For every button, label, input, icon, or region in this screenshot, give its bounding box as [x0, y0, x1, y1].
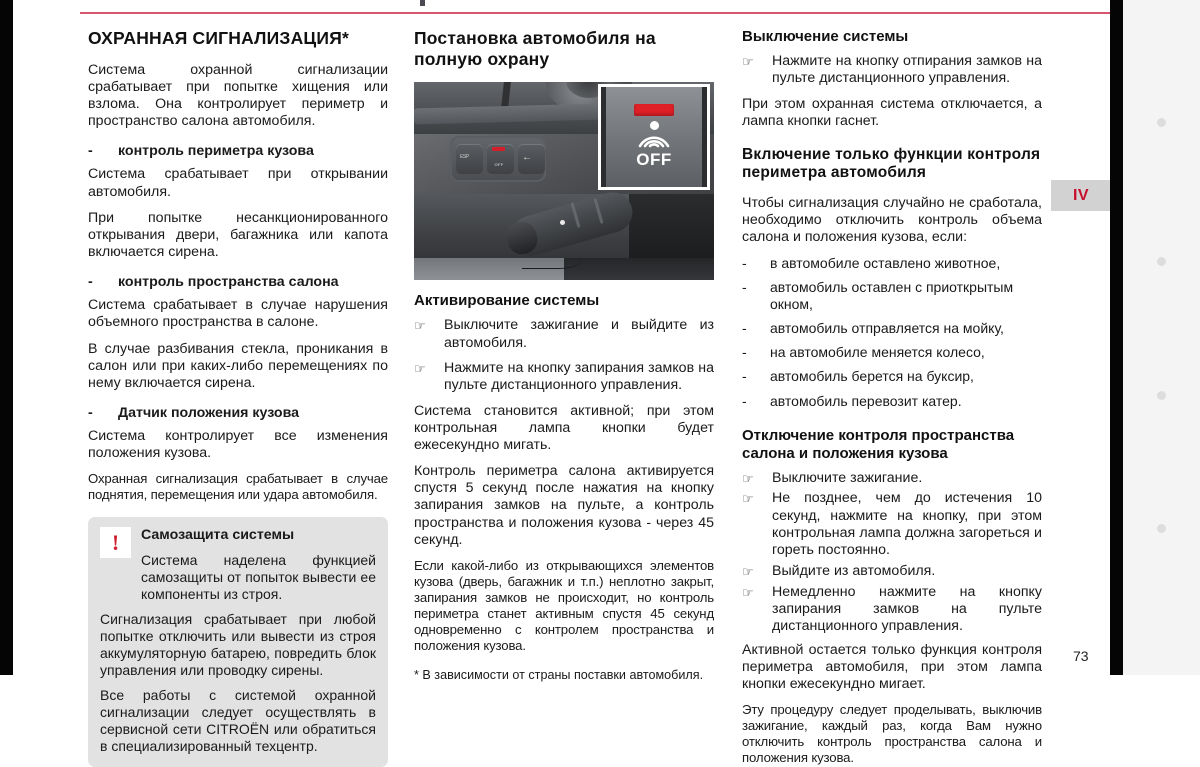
step-text: Не позднее, чем до истечения 10 секунд, нажмите на кнопку, при этом контрольная лампа должна загореться и гореть постоянно.	[772, 490, 1042, 559]
dash-marker: -	[742, 279, 747, 296]
list-item	[414, 317, 714, 352]
list-item-text: автомобиль перевозит катер.	[770, 392, 962, 409]
photo-esp-icon: ESP	[460, 154, 469, 161]
left-gutter-bar	[0, 0, 13, 675]
photo-floor-shadow	[564, 258, 714, 280]
dash-marker: -	[742, 368, 747, 385]
footnote: * В зависимости от страны поставки автомобиля.	[414, 667, 704, 682]
pointing-hand-icon: ☞	[742, 54, 754, 69]
paragraph: Система срабатывает в случае нарушения объемного пространства в салоне.	[88, 297, 388, 331]
list-item	[742, 584, 1042, 636]
warning-paragraph: Все работы с системой охранной сигнализации следует осуществлять в сервисной сети CITROËN или обратиться в специализированный техцентр.	[100, 687, 376, 754]
warning-paragraph: Сигнализация срабатывает при любой попытке отключить или вывести из строя аккумуляторную батарею, повредить блок управления или проводку сирены.	[100, 611, 376, 679]
list-item-text: в автомобиле оставлено животное,	[770, 255, 1001, 272]
dash-marker: -	[742, 320, 747, 337]
pointing-hand-icon: ☞	[742, 470, 754, 486]
button-inset-frame	[598, 84, 710, 190]
warning-lead: Система наделена функцией самозащиты от попыток вывести ее компоненты из строя.	[141, 552, 376, 603]
list-item	[742, 490, 1042, 559]
page-number: 73	[1073, 648, 1089, 664]
column-one	[88, 28, 388, 767]
panel-dot	[1157, 257, 1166, 266]
list-item	[742, 470, 1042, 488]
list-item	[742, 255, 1042, 272]
list-item	[742, 368, 1042, 385]
dashboard-photo	[414, 82, 714, 280]
paragraph: При этом охранная система отключается, а лампа кнопки гаснет.	[742, 95, 1042, 129]
dash-marker: -	[742, 255, 747, 272]
top-text-fragment	[420, 0, 425, 6]
list-item	[414, 360, 714, 395]
subsection-heading-perimeter	[88, 143, 388, 160]
paragraph: Эту процедуру следует проделывать, выключив зажигание, каждый раз, когда Вам нужно отключить контроль пространства салона и положения кузова.	[742, 702, 1042, 765]
step-text: Нажмите на кнопку запирания замков на пульте дистанционного управления.	[444, 359, 714, 394]
off-label: OFF	[636, 150, 672, 170]
button-inset	[601, 87, 707, 187]
heading-activation: Активирование системы	[414, 292, 600, 310]
subsection-heading-cabin	[88, 274, 388, 291]
paragraph: Система становится активной; при этом контрольная лампа кнопки будет ежесекундно мигать.	[414, 402, 714, 453]
step-text: Выключите зажигание.	[772, 469, 923, 486]
paragraph: Чтобы сигнализация случайно не сработала, необходимо отключить контроль объема салона и положения кузова, если:	[742, 194, 1042, 245]
heading-deactivation: Выключение системы	[742, 28, 909, 45]
signal-waves-icon	[632, 132, 676, 148]
heading-perimeter-only: Включение только функции контроля периметра автомобиля	[742, 145, 1041, 182]
subsection-label: контроль периметра кузова	[118, 143, 314, 160]
paragraph: Охранная сигнализация срабатывает в случае поднятия, перемещения или удара автомобиля.	[88, 471, 388, 503]
panel-dot	[1157, 391, 1166, 400]
dash-marker: -	[88, 405, 93, 422]
intro-paragraph: Система охранной сигнализации срабатывает при попытке хищения или взлома. Она контролирует периметр и пространство салона автомобиля.	[88, 61, 388, 130]
subsection-label: контроль пространства салона	[118, 274, 339, 291]
column-three	[742, 28, 1042, 766]
list-item-text: автомобиль оставлен с приоткрытым окном,	[770, 279, 1014, 313]
photo-button-led	[492, 147, 505, 151]
pointing-hand-icon: ☞	[742, 584, 754, 600]
paragraph: Если какой-либо из открывающихся элементов кузова (дверь, багажник и т.п.) неплотно закрыт, запирания замков не происходит, но контроль периметра станет активным спустя 45 секунд одновременно с контролем пространства и положения кузова.	[414, 557, 714, 653]
dash-marker: -	[742, 392, 747, 409]
warning-header	[100, 527, 376, 603]
list-item-text: автомобиль берется на буксир,	[770, 368, 974, 385]
list-item	[742, 53, 1042, 88]
dash-marker: -	[88, 143, 93, 160]
list-item	[742, 279, 1042, 313]
alarm-emitter-dot	[650, 121, 659, 130]
list-item	[742, 344, 1042, 361]
list-item	[742, 563, 1042, 581]
dash-marker: -	[742, 344, 747, 361]
pointing-hand-icon: ☞	[742, 491, 754, 507]
list-item-text: автомобиль отправляется на мойку,	[770, 320, 1004, 337]
header-rule	[80, 12, 1110, 14]
paragraph: В случае разбивания стекла, проникания в салон или при каких-либо перемещениях по нему включается сирена.	[88, 340, 388, 391]
section-title-full-arming: Постановка автомобиля на полную охрану	[414, 28, 656, 69]
panel-dot	[1157, 524, 1166, 533]
page-title: ОХРАННАЯ СИГНАЛИЗАЦИЯ*	[88, 28, 349, 48]
list-item-text: на автомобиле меняется колесо,	[770, 344, 985, 361]
chapter-tab-label: IV	[1072, 186, 1090, 204]
pointing-hand-icon: ☞	[414, 360, 426, 376]
step-text: Выйдите из автомобиля.	[772, 562, 936, 579]
paragraph: Активной остается только функция контроля периметра автомобиля, при этом лампа кнопки ежесекундно мигает.	[742, 641, 1042, 692]
paragraph: Система срабатывает при открывании автомобиля.	[88, 166, 388, 200]
chapter-tab[interactable]	[1051, 180, 1111, 211]
step-text: Немедленно нажмите на кнопку запирания замков на пульте дистанционного управления.	[772, 583, 1042, 635]
warning-box	[88, 517, 388, 766]
subsection-heading-tilt-sensor	[88, 405, 388, 422]
photo-arrow-icon: ←	[522, 152, 532, 164]
exclamation-icon: !	[100, 527, 131, 558]
step-text: Выключите зажигание и выйдите из автомобиля.	[444, 317, 714, 351]
heading-disable-volumetric: Отключение контроля пространства салона и положения кузова	[742, 426, 1015, 462]
dash-marker: -	[88, 274, 93, 291]
right-gutter-bar	[1110, 0, 1123, 675]
paragraph: Система контролирует все изменения положения кузова.	[88, 428, 388, 462]
photo-button-off-label: OFF	[494, 162, 504, 168]
photo-wire	[522, 246, 582, 269]
paragraph: Контроль периметра салона активируется спустя 5 секунд после нажатия на кнопку запирания замков на пульте, а контроль пространства и положения кузова - через 45 секунд.	[414, 463, 714, 548]
panel-dot	[1157, 118, 1166, 127]
subsection-label: Датчик положения кузова	[118, 405, 300, 422]
column-two	[414, 28, 714, 683]
alarm-led-indicator	[634, 104, 674, 116]
list-item	[742, 320, 1042, 337]
warning-title: Самозащита системы	[141, 527, 295, 544]
list-item	[742, 393, 1042, 410]
pointing-hand-icon: ☞	[414, 318, 426, 334]
right-side-panel	[1123, 0, 1200, 675]
pointing-hand-icon: ☞	[742, 563, 754, 579]
step-text: Нажмите на кнопку отпирания замков на пульте дистанционного управления.	[772, 53, 1042, 87]
paragraph: При попытке несанкционированного открывания двери, багажника или капота включается сирена.	[88, 209, 388, 261]
